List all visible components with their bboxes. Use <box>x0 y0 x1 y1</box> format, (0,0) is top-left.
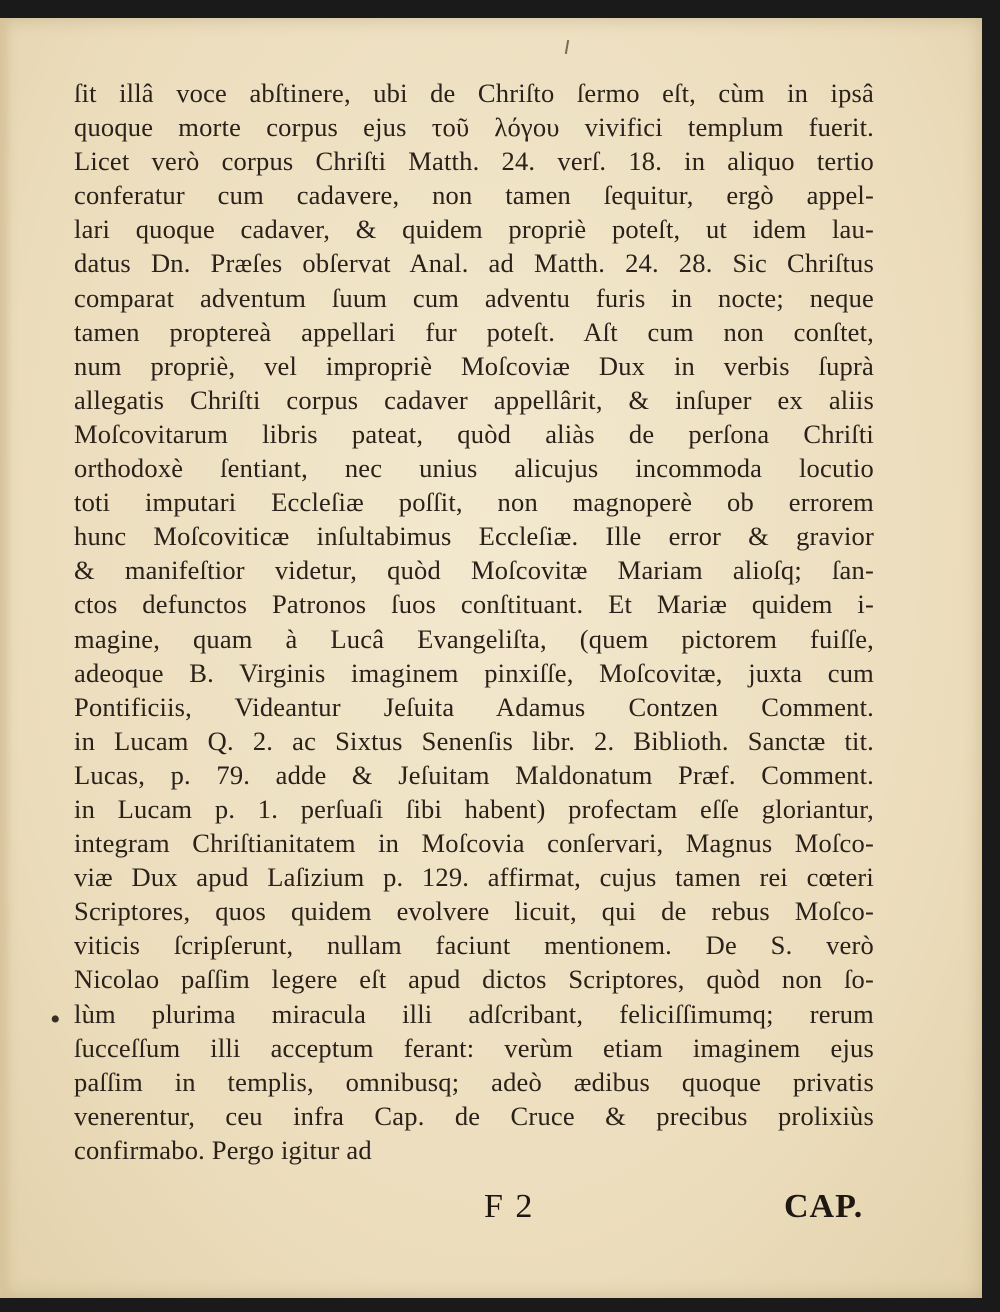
text-line: Pontificiis, Videantur Jeſuita Adamus Contzen Comment. <box>74 691 874 722</box>
text-line: paſſim in templis, omnibusq; adeò ædibus quoque privatis <box>74 1066 874 1097</box>
body-text <box>74 76 874 1167</box>
signature-mark: F 2 <box>484 1188 535 1225</box>
text-line: ctos defunctos Patronos ſuos conſtituant. Et Mariæ quidem i- <box>74 589 874 620</box>
text-line: lari quoque cadaver, & quidem propriè poteſt, ut idem lau- <box>74 214 874 245</box>
ink-speck <box>565 40 569 54</box>
text-line: num propriè, vel impropriè Moſcoviæ Dux in verbis ſuprà <box>74 350 874 381</box>
text-line: toti imputari Eccleſiæ poſſit, non magnoperè ob errorem <box>74 487 874 518</box>
page-gutter-edge <box>0 18 12 1298</box>
text-line: integram Chriſtianitatem in Moſcovia conſervari, Magnus Moſco- <box>74 828 874 859</box>
text-line: allegatis Chriſti corpus cadaver appellârit, & inſuper ex aliis <box>74 384 874 415</box>
page-footer <box>0 1188 982 1248</box>
text-line: confirmabo. Pergo igitur ad <box>74 1134 372 1165</box>
book-page <box>0 18 982 1298</box>
text-line: tamen proptereà appellari fur poteſt. Aſt cum non conſtet, <box>74 316 874 347</box>
text-line: Nicolao paſſim legere eſt apud dictos Scriptores, quòd non ſo- <box>74 964 874 995</box>
text-line: hunc Moſcoviticæ inſultabimus Eccleſiæ. Ille error & gravior <box>74 521 874 552</box>
text-line: lùm plurima miracula illi adſcribant, feliciſſimumq; rerum <box>74 998 874 1029</box>
text-line: Lucas, p. 79. adde & Jeſuitam Maldonatum Præf. Comment. <box>74 759 874 790</box>
text-line: ſit illâ voce abſtinere, ubi de Chriſto ſermo eſt, cùm in ipsâ <box>74 78 874 108</box>
text-line: adeoque B. Virginis imaginem pinxiſſe, Moſcovitæ, juxta cum <box>74 657 874 688</box>
text-line: viæ Dux apud Laſizium p. 129. affirmat, cujus tamen rei cœteri <box>74 862 874 893</box>
text-line: viticis ſcripſerunt, nullam faciunt mentionem. De S. verò <box>74 930 874 961</box>
text-line: Moſcovitarum libris pateat, quòd aliàs de perſona Chriſti <box>74 418 874 449</box>
text-line: conferatur cum cadavere, non tamen ſequitur, ergò appel- <box>74 180 874 211</box>
text-line: magine, quam à Lucâ Evangeliſta, (quem pictorem fuiſſe, <box>74 623 874 654</box>
catchword: CAP. <box>784 1188 864 1225</box>
text-line: orthodoxè ſentiant, nec unius alicujus incommoda locutio <box>74 453 874 484</box>
text-line: & manifeſtior videtur, quòd Moſcovitæ Mariam alioſq; ſan- <box>74 555 874 586</box>
text-line: quoque morte corpus ejus τοῦ λόγου vivifici templum fuerit. <box>74 112 874 143</box>
text-line: in Lucam Q. 2. ac Sixtus Senenſis libr. 2. Biblioth. Sanctæ tit. <box>74 725 874 756</box>
text-line: Scriptores, quos quidem evolvere licuit, qui de rebus Moſco- <box>74 896 874 927</box>
text-line: datus Dn. Præſes obſervat Anal. ad Matth. 24. 28. Sic Chriſtus <box>74 248 874 279</box>
text-line: ſucceſſum illi acceptum ferant: verùm etiam imaginem ejus <box>74 1032 874 1063</box>
text-line: comparat adventum ſuum cum adventu furis in nocte; neque <box>74 282 874 313</box>
text-line: venerentur, ceu infra Cap. de Cruce & precibus prolixiùs <box>74 1100 874 1131</box>
text-line: in Lucam p. 1. perſuaſi ſibi habent) profectam eſſe gloriantur, <box>74 793 874 824</box>
margin-dot: • <box>50 1003 61 1036</box>
text-line: Licet verò corpus Chriſti Matth. 24. verſ. 18. in aliquo tertio <box>74 146 874 177</box>
